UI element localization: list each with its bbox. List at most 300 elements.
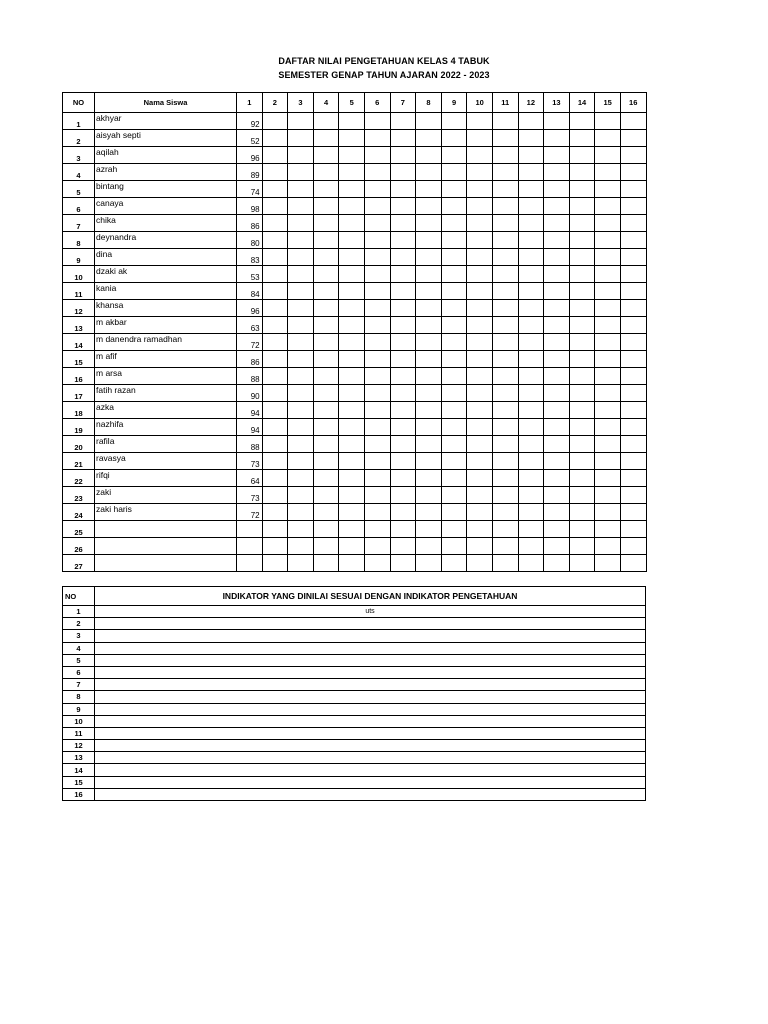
empty-score-cell	[544, 147, 570, 164]
empty-score-cell	[492, 113, 518, 130]
empty-score-cell	[544, 555, 570, 572]
empty-score-cell	[518, 487, 544, 504]
empty-score-cell	[467, 283, 493, 300]
empty-score-cell	[492, 538, 518, 555]
empty-score-cell	[544, 164, 570, 181]
empty-score-cell	[620, 436, 646, 453]
empty-score-cell	[339, 164, 365, 181]
empty-score-cell	[339, 538, 365, 555]
empty-score-cell	[569, 181, 595, 198]
empty-score-cell	[390, 317, 416, 334]
empty-score-cell	[620, 317, 646, 334]
grade-table	[62, 92, 647, 572]
empty-score-cell	[364, 300, 390, 317]
empty-score-cell	[595, 521, 621, 538]
empty-score-cell	[595, 249, 621, 266]
table-row	[63, 351, 647, 368]
empty-score-cell	[518, 317, 544, 334]
empty-score-cell	[313, 385, 339, 402]
empty-score-cell	[620, 385, 646, 402]
row-number: 21	[63, 453, 95, 470]
empty-score-cell	[595, 470, 621, 487]
indicator-number: 4	[63, 642, 95, 654]
empty-score-cell	[416, 436, 442, 453]
score-cell: 89	[237, 164, 263, 181]
empty-score-cell	[492, 232, 518, 249]
student-name: m afif	[95, 351, 237, 368]
empty-score-cell	[339, 147, 365, 164]
row-number: 6	[63, 198, 95, 215]
empty-score-cell	[390, 453, 416, 470]
empty-score-cell	[467, 436, 493, 453]
empty-score-cell	[288, 249, 314, 266]
indicator-row	[63, 606, 646, 618]
empty-score-cell	[518, 419, 544, 436]
empty-score-cell	[467, 521, 493, 538]
empty-score-cell	[313, 317, 339, 334]
indicator-row	[63, 691, 646, 703]
indicator-number: 9	[63, 703, 95, 715]
empty-score-cell	[390, 538, 416, 555]
empty-score-cell	[518, 164, 544, 181]
empty-score-cell	[569, 504, 595, 521]
empty-score-cell	[288, 538, 314, 555]
indicator-header-no: NO	[63, 587, 95, 606]
empty-score-cell	[288, 198, 314, 215]
empty-score-cell	[313, 113, 339, 130]
empty-score-cell	[492, 164, 518, 181]
header-no: NO	[63, 93, 95, 113]
empty-score-cell	[288, 351, 314, 368]
empty-score-cell	[339, 351, 365, 368]
empty-score-cell	[339, 334, 365, 351]
score-cell: 86	[237, 215, 263, 232]
empty-score-cell	[390, 164, 416, 181]
empty-score-cell	[262, 351, 288, 368]
empty-score-cell	[390, 504, 416, 521]
indicator-text	[95, 752, 646, 764]
empty-score-cell	[313, 555, 339, 572]
student-name: m akbar	[95, 317, 237, 334]
empty-score-cell	[313, 368, 339, 385]
empty-score-cell	[492, 402, 518, 419]
empty-score-cell	[288, 317, 314, 334]
empty-score-cell	[339, 453, 365, 470]
table-row	[63, 470, 647, 487]
table-row	[63, 453, 647, 470]
empty-score-cell	[569, 368, 595, 385]
score-cell: 73	[237, 487, 263, 504]
empty-score-cell	[620, 538, 646, 555]
empty-score-cell	[569, 436, 595, 453]
empty-score-cell	[390, 402, 416, 419]
empty-score-cell	[569, 487, 595, 504]
document-subtitle: SEMESTER GENAP TAHUN AJARAN 2022 - 2023	[278, 70, 490, 80]
indicator-text	[95, 642, 646, 654]
empty-score-cell	[364, 487, 390, 504]
score-cell: 96	[237, 147, 263, 164]
empty-score-cell	[492, 130, 518, 147]
empty-score-cell	[288, 266, 314, 283]
student-name: dzaki ak	[95, 266, 237, 283]
empty-score-cell	[288, 368, 314, 385]
empty-score-cell	[467, 215, 493, 232]
empty-score-cell	[416, 300, 442, 317]
empty-score-cell	[313, 521, 339, 538]
empty-score-cell	[569, 521, 595, 538]
empty-score-cell	[492, 351, 518, 368]
empty-score-cell	[518, 521, 544, 538]
empty-score-cell	[416, 368, 442, 385]
empty-score-cell	[364, 130, 390, 147]
indicator-number: 7	[63, 679, 95, 691]
empty-score-cell	[620, 453, 646, 470]
empty-score-cell	[313, 164, 339, 181]
empty-score-cell	[313, 402, 339, 419]
header-assessment-1: 1	[237, 93, 263, 113]
empty-score-cell	[518, 351, 544, 368]
table-row	[63, 334, 647, 351]
empty-score-cell	[544, 249, 570, 266]
empty-score-cell	[364, 181, 390, 198]
empty-score-cell	[288, 232, 314, 249]
score-cell: 94	[237, 402, 263, 419]
score-cell: 84	[237, 283, 263, 300]
empty-score-cell	[518, 266, 544, 283]
indicator-row	[63, 618, 646, 630]
empty-score-cell	[313, 453, 339, 470]
empty-score-cell	[339, 249, 365, 266]
empty-score-cell	[467, 453, 493, 470]
student-name: aqilah	[95, 147, 237, 164]
score-cell: 64	[237, 470, 263, 487]
empty-score-cell	[416, 113, 442, 130]
empty-score-cell	[339, 521, 365, 538]
indicator-row	[63, 703, 646, 715]
empty-score-cell	[595, 487, 621, 504]
empty-score-cell	[416, 130, 442, 147]
empty-score-cell	[416, 351, 442, 368]
empty-score-cell	[390, 487, 416, 504]
empty-score-cell	[492, 334, 518, 351]
empty-score-cell	[262, 130, 288, 147]
empty-score-cell	[390, 351, 416, 368]
indicator-number: 14	[63, 764, 95, 776]
empty-score-cell	[595, 147, 621, 164]
empty-score-cell	[262, 368, 288, 385]
empty-score-cell	[595, 504, 621, 521]
empty-score-cell	[441, 521, 467, 538]
empty-score-cell	[595, 436, 621, 453]
empty-score-cell	[620, 283, 646, 300]
empty-score-cell	[441, 317, 467, 334]
empty-score-cell	[364, 334, 390, 351]
indicator-row	[63, 776, 646, 788]
indicator-text	[95, 666, 646, 678]
header-assessment-5: 5	[339, 93, 365, 113]
empty-score-cell	[620, 113, 646, 130]
score-cell: 72	[237, 334, 263, 351]
empty-score-cell	[364, 317, 390, 334]
empty-score-cell	[518, 538, 544, 555]
empty-score-cell	[441, 232, 467, 249]
indicator-row	[63, 727, 646, 739]
row-number: 16	[63, 368, 95, 385]
empty-score-cell	[390, 300, 416, 317]
score-cell	[237, 521, 263, 538]
empty-score-cell	[441, 215, 467, 232]
empty-score-cell	[595, 300, 621, 317]
indicator-header-row	[63, 587, 646, 606]
student-name: dina	[95, 249, 237, 266]
empty-score-cell	[467, 300, 493, 317]
score-cell: 96	[237, 300, 263, 317]
empty-score-cell	[262, 300, 288, 317]
empty-score-cell	[467, 334, 493, 351]
empty-score-cell	[620, 249, 646, 266]
empty-score-cell	[339, 181, 365, 198]
empty-score-cell	[620, 351, 646, 368]
row-number: 18	[63, 402, 95, 419]
empty-score-cell	[595, 130, 621, 147]
row-number: 22	[63, 470, 95, 487]
empty-score-cell	[544, 453, 570, 470]
empty-score-cell	[544, 351, 570, 368]
empty-score-cell	[518, 385, 544, 402]
indicator-text	[95, 764, 646, 776]
empty-score-cell	[364, 351, 390, 368]
header-assessment-4: 4	[313, 93, 339, 113]
header-assessment-3: 3	[288, 93, 314, 113]
empty-score-cell	[288, 470, 314, 487]
empty-score-cell	[441, 198, 467, 215]
row-number: 10	[63, 266, 95, 283]
score-cell: 88	[237, 436, 263, 453]
empty-score-cell	[288, 521, 314, 538]
empty-score-cell	[262, 181, 288, 198]
empty-score-cell	[288, 147, 314, 164]
empty-score-cell	[569, 113, 595, 130]
indicator-row	[63, 764, 646, 776]
row-number: 26	[63, 538, 95, 555]
empty-score-cell	[313, 419, 339, 436]
empty-score-cell	[364, 538, 390, 555]
empty-score-cell	[467, 402, 493, 419]
table-row	[63, 385, 647, 402]
empty-score-cell	[569, 249, 595, 266]
student-name	[95, 538, 237, 555]
empty-score-cell	[492, 436, 518, 453]
empty-score-cell	[467, 317, 493, 334]
indicator-text	[95, 788, 646, 800]
empty-score-cell	[416, 215, 442, 232]
empty-score-cell	[518, 334, 544, 351]
empty-score-cell	[492, 249, 518, 266]
empty-score-cell	[544, 521, 570, 538]
empty-score-cell	[364, 419, 390, 436]
empty-score-cell	[518, 198, 544, 215]
indicator-row	[63, 666, 646, 678]
empty-score-cell	[262, 402, 288, 419]
empty-score-cell	[620, 266, 646, 283]
empty-score-cell	[467, 470, 493, 487]
table-row	[63, 113, 647, 130]
indicator-row	[63, 715, 646, 727]
empty-score-cell	[492, 300, 518, 317]
empty-score-cell	[595, 419, 621, 436]
header-assessment-6: 6	[364, 93, 390, 113]
empty-score-cell	[518, 453, 544, 470]
empty-score-cell	[441, 351, 467, 368]
empty-score-cell	[390, 215, 416, 232]
empty-score-cell	[288, 300, 314, 317]
indicator-row	[63, 679, 646, 691]
row-number: 3	[63, 147, 95, 164]
table-row	[63, 504, 647, 521]
empty-score-cell	[313, 181, 339, 198]
score-cell: 52	[237, 130, 263, 147]
empty-score-cell	[416, 317, 442, 334]
empty-score-cell	[313, 249, 339, 266]
empty-score-cell	[467, 504, 493, 521]
empty-score-cell	[492, 555, 518, 572]
score-cell: 74	[237, 181, 263, 198]
header-assessment-16: 16	[620, 93, 646, 113]
empty-score-cell	[390, 555, 416, 572]
empty-score-cell	[595, 453, 621, 470]
empty-score-cell	[390, 266, 416, 283]
empty-score-cell	[620, 402, 646, 419]
empty-score-cell	[441, 402, 467, 419]
empty-score-cell	[544, 538, 570, 555]
empty-score-cell	[364, 385, 390, 402]
empty-score-cell	[569, 266, 595, 283]
empty-score-cell	[467, 351, 493, 368]
score-cell	[237, 538, 263, 555]
empty-score-cell	[518, 249, 544, 266]
empty-score-cell	[416, 334, 442, 351]
empty-score-cell	[441, 504, 467, 521]
empty-score-cell	[620, 368, 646, 385]
score-cell: 98	[237, 198, 263, 215]
empty-score-cell	[569, 164, 595, 181]
indicator-number: 11	[63, 727, 95, 739]
indicator-row	[63, 752, 646, 764]
empty-score-cell	[390, 283, 416, 300]
empty-score-cell	[595, 198, 621, 215]
empty-score-cell	[339, 436, 365, 453]
empty-score-cell	[544, 300, 570, 317]
student-name: akhyar	[95, 113, 237, 130]
empty-score-cell	[544, 317, 570, 334]
student-name: zaki	[95, 487, 237, 504]
empty-score-cell	[262, 419, 288, 436]
empty-score-cell	[390, 385, 416, 402]
empty-score-cell	[544, 113, 570, 130]
empty-score-cell	[467, 368, 493, 385]
student-name: chika	[95, 215, 237, 232]
empty-score-cell	[339, 317, 365, 334]
table-row	[63, 130, 647, 147]
empty-score-cell	[441, 555, 467, 572]
empty-score-cell	[339, 232, 365, 249]
student-name: bintang	[95, 181, 237, 198]
empty-score-cell	[518, 300, 544, 317]
empty-score-cell	[441, 147, 467, 164]
empty-score-cell	[262, 113, 288, 130]
empty-score-cell	[492, 181, 518, 198]
empty-score-cell	[595, 402, 621, 419]
empty-score-cell	[518, 283, 544, 300]
empty-score-cell	[518, 436, 544, 453]
empty-score-cell	[544, 198, 570, 215]
empty-score-cell	[364, 198, 390, 215]
empty-score-cell	[620, 334, 646, 351]
table-row	[63, 147, 647, 164]
empty-score-cell	[569, 385, 595, 402]
empty-score-cell	[492, 487, 518, 504]
empty-score-cell	[313, 487, 339, 504]
indicator-row	[63, 740, 646, 752]
table-row	[63, 283, 647, 300]
row-number: 12	[63, 300, 95, 317]
empty-score-cell	[441, 249, 467, 266]
empty-score-cell	[595, 266, 621, 283]
empty-score-cell	[467, 487, 493, 504]
empty-score-cell	[492, 453, 518, 470]
empty-score-cell	[262, 198, 288, 215]
empty-score-cell	[416, 198, 442, 215]
indicator-text	[95, 691, 646, 703]
table-row	[63, 266, 647, 283]
empty-score-cell	[288, 402, 314, 419]
empty-score-cell	[441, 164, 467, 181]
empty-score-cell	[416, 164, 442, 181]
empty-score-cell	[313, 266, 339, 283]
empty-score-cell	[262, 504, 288, 521]
empty-score-cell	[595, 283, 621, 300]
empty-score-cell	[390, 181, 416, 198]
empty-score-cell	[492, 368, 518, 385]
empty-score-cell	[288, 283, 314, 300]
empty-score-cell	[492, 215, 518, 232]
empty-score-cell	[364, 147, 390, 164]
empty-score-cell	[569, 351, 595, 368]
empty-score-cell	[441, 181, 467, 198]
empty-score-cell	[595, 232, 621, 249]
empty-score-cell	[544, 232, 570, 249]
empty-score-cell	[288, 181, 314, 198]
table-row	[63, 402, 647, 419]
empty-score-cell	[595, 181, 621, 198]
score-cell: 90	[237, 385, 263, 402]
empty-score-cell	[364, 249, 390, 266]
empty-score-cell	[467, 232, 493, 249]
empty-score-cell	[492, 385, 518, 402]
empty-score-cell	[544, 402, 570, 419]
empty-score-cell	[313, 504, 339, 521]
empty-score-cell	[390, 521, 416, 538]
empty-score-cell	[390, 470, 416, 487]
row-number: 15	[63, 351, 95, 368]
empty-score-cell	[518, 181, 544, 198]
empty-score-cell	[544, 266, 570, 283]
empty-score-cell	[569, 232, 595, 249]
indicator-number: 12	[63, 740, 95, 752]
student-name: deynandra	[95, 232, 237, 249]
empty-score-cell	[339, 470, 365, 487]
indicator-number: 16	[63, 788, 95, 800]
